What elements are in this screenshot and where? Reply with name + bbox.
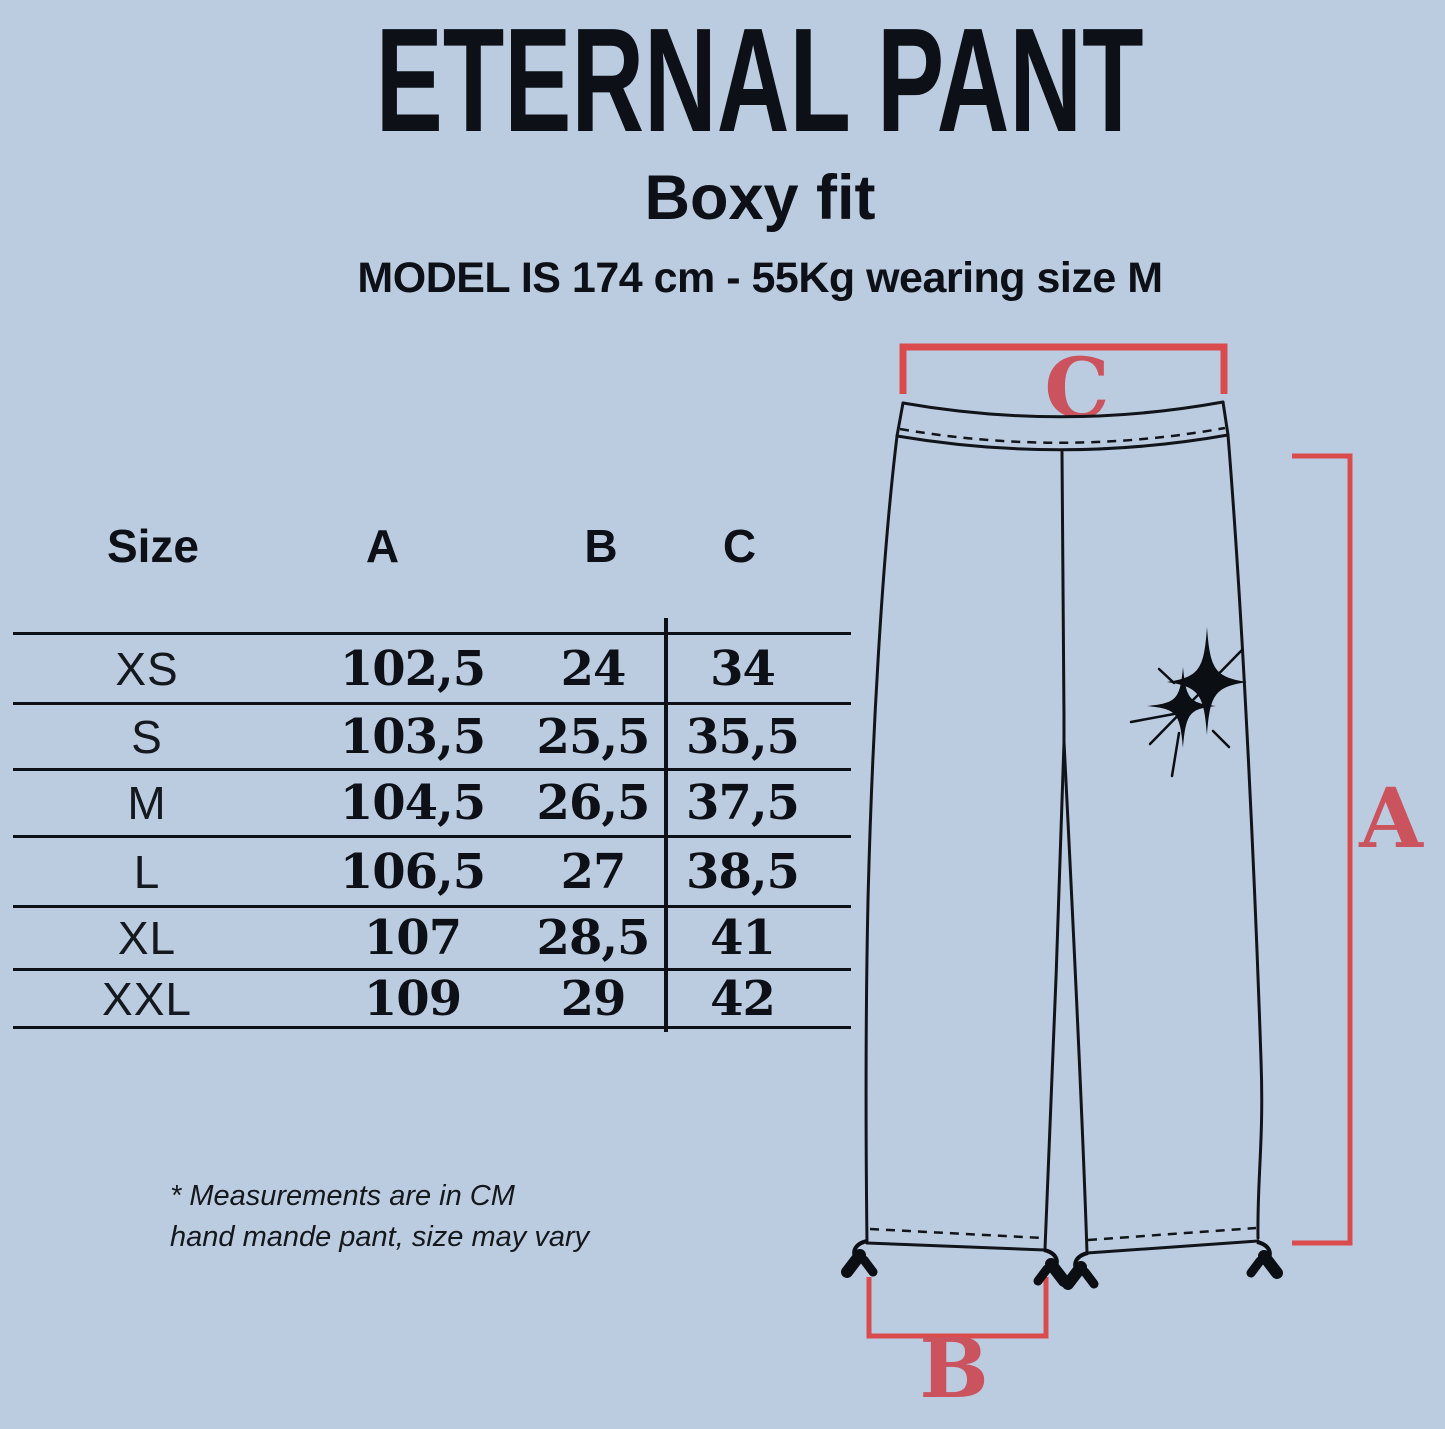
- measure-a-cell: 107: [363, 910, 462, 966]
- pants-outline: [866, 402, 1262, 1253]
- length-measure-bracket: [1292, 456, 1350, 1243]
- measure-a-cell: 104,5: [339, 775, 486, 831]
- hem-measure-label: B: [919, 1321, 989, 1417]
- right-hem-stitching: [1088, 1228, 1256, 1240]
- measure-c-cell: 34: [710, 640, 775, 697]
- waist-measure-label: C: [1044, 341, 1110, 437]
- measure-b-cell: 29: [560, 971, 626, 1027]
- measure-c-cell: 42: [710, 971, 775, 1027]
- column-header-c: C: [722, 520, 757, 572]
- footnote-line2: hand mande pant, size may vary: [170, 1221, 590, 1253]
- length-measure-label: A: [1359, 771, 1423, 867]
- measure-c-cell: 41: [710, 910, 775, 966]
- footnote-line1: * Measurements are in CM: [170, 1180, 515, 1212]
- measure-a-cell: 103,5: [339, 708, 486, 765]
- page-title-text: ETERNAL PANT: [376, 0, 1144, 163]
- sparkle-logo: [1131, 627, 1247, 776]
- measure-b-cell: 25,5: [536, 708, 650, 765]
- drawstring-toggles: [847, 1241, 1277, 1284]
- size-cell: M: [127, 777, 167, 829]
- measure-c-cell: 35,5: [686, 708, 799, 765]
- measure-a-cell: 102,5: [339, 640, 486, 697]
- size-cell: L: [133, 845, 161, 898]
- size-cell: XS: [115, 642, 179, 695]
- column-header-a: A: [365, 520, 400, 572]
- model-note: MODEL IS 174 cm - 55Kg wearing size M: [357, 254, 1163, 302]
- measure-a-cell: 109: [363, 971, 462, 1027]
- measure-b-cell: 24: [560, 640, 626, 697]
- left-hem-stitching: [870, 1229, 1043, 1238]
- column-header-b: B: [584, 520, 618, 572]
- measure-b-cell: 28,5: [536, 910, 650, 966]
- measure-a-cell: 106,5: [339, 843, 486, 900]
- measure-c-cell: 38,5: [686, 843, 799, 900]
- front-crease: [1062, 452, 1064, 742]
- measure-b-cell: 27: [560, 843, 626, 900]
- measure-b-cell: 26,5: [536, 775, 650, 831]
- size-cell: S: [131, 710, 163, 763]
- size-cell: XXL: [102, 973, 192, 1025]
- fit-subtitle: Boxy fit: [644, 163, 876, 233]
- measure-c-cell: 37,5: [686, 775, 799, 831]
- column-header-size: Size: [106, 520, 200, 572]
- size-cell: XL: [117, 912, 177, 964]
